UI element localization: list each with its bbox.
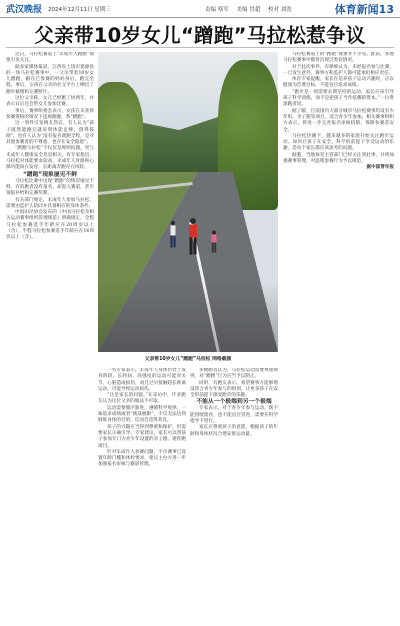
issue-date: 2024年12月11日 星期三 — [48, 7, 111, 13]
subheading: “蹭跑”现象屡见不鲜 — [23, 171, 77, 178]
masthead — [0, 0, 400, 18]
paragraph: 一名专家表示，未成年人身体仍处于发育阶段，长时间、高强度的运动可能对关节、心脏造成损伤，而且过早接触超长距离运动，可能导致运动损伤。 — [98, 368, 186, 392]
article-byline: 据中国青年报 — [366, 165, 394, 171]
editor-credit: 责编 蔡军 — [205, 7, 229, 13]
runner-figure — [186, 217, 200, 257]
article-headline: 父亲带10岁女儿“蹭跑”马拉松惹争议 — [34, 24, 366, 47]
paragraph: “这是家长的问题。”在采访中，许多跑友认为这位父亲的做法不可取。 — [98, 393, 186, 405]
paragraph: 事后，赛事组委会表示，女孩在未获得参赛资格的情况下违规跑赛，系“蹭跑”。 — [6, 108, 94, 120]
column-4 — [283, 52, 394, 600]
photo-caption: 父亲带10岁女儿“蹭跑”马拉松 网络截图 — [144, 357, 232, 362]
headline-divider — [6, 47, 394, 48]
paragraph: “蹭跑马拉松”不仅仅是规则问题，更与未成年人健康安全息息相关。有专家指出，马拉松对体能要求较高，未成年人骨骼和心肺功能尚在发育，长距离奔跑存在风险。 — [6, 146, 94, 171]
newspaper-logo: 武汉晚报 — [6, 5, 43, 15]
designer-credit: 美编 冒超 — [236, 7, 261, 13]
runner-figure — [168, 220, 178, 250]
paragraph: 专家表示，对于青少年参与运动，既不能因噎废食，也不能盲目冒进，需要在科学指导下进行。 — [190, 406, 278, 425]
paragraph: 据悉，当地体育主管部门已经关注到此事，并将加强赛事管理，对违规参赛行为予以规范。 — [283, 152, 394, 165]
column-2-lower — [98, 368, 186, 598]
paragraph: 马拉松热潮下，越来越多的家庭开始关注跑步运动。如何让孩子在安全、科学的前提下享受运动的乐趣，是每个家长都应该思考的问题。 — [283, 133, 394, 152]
paragraph: 运动需要循序渐进，遵循科学规律，一味追求成绩或者“挑战极限”，不仅无法达到锻炼身体的目的，反而会适得其反。 — [98, 405, 186, 424]
paragraph: 据多家媒体报道，江西省上饶市婺源县的一场马拉松赛事中，一父亲带着10岁女儿蹭跑，跟在已参赛的妈妈身后，跑完全程。事后，女孩在父亲的社交平台上晒出了跑步截图和完赛照片。 — [6, 64, 94, 95]
photo-shadow — [98, 282, 278, 352]
paragraph: 同时，有跑友表示，希望赛事方能够增设适合青少年参与的组别，让更多孩子在安全的前提下感受跑步的乐趣。 — [190, 380, 278, 399]
paragraph: 近日，马拉松赛道上“未成年人蹭跑”现象引发关注。 — [6, 52, 94, 64]
paragraph: 家长应尊重孩子的意愿，根据孩子的年龄和身体状况合理安排运动量。 — [190, 425, 278, 437]
editor-credits — [205, 5, 298, 13]
paragraph: 孩子的兴趣应当得到尊重和保护，但需要家长正确引导。专家建议，家长可以带孩子参加专门为青少年设置的亲子跑、迷你跑项目。 — [98, 424, 186, 449]
paragraph: 马拉松比赛中出现“蹭跑”的情况屡见不鲜。有的跑者没有报名，却混入赛道，甚至领取补给和完赛奖牌。 — [6, 178, 94, 197]
paragraph: 对于此次事件，有律师认为，未经报名参与比赛，一旦发生意外，赛事方和监护人都可能承担相应责任。 — [283, 64, 394, 76]
marathon-photo — [98, 52, 278, 352]
paragraph: 这一事件引发网友热议。有人认为“孩子既然能跑完就说明体能足够，值得鼓励”，也有人认为“没有报名就跑全程，是对其他参赛者的不尊重，也存在安全隐患”。 — [6, 121, 94, 146]
paragraph: 中国田径协会发布的《中国马拉松及相关运动赛事组织管理规范》明确规定，全程马拉松参赛选手年龄应在20周岁以上（含），半程马拉松参赛选手年龄应在16周岁以上（含）。 — [6, 210, 94, 241]
paragraph: 据了解，目前国内大部分城市马拉松赛事均设有少年组、亲子跑等项目，适合青少年参加。相关赛事组织方表示，将进一步完善报名审核机制，保障参赛者安全。 — [283, 108, 394, 133]
paragraph: 多数跑者认为，马拉松运动需要尊重规则，对“蹭跑”行为应当予以制止。 — [190, 368, 278, 380]
paragraph: 针对未成年人参赛问题，不少赛事已设置年龄门槛和体检要求，建议主办方进一步加强报名审核与赛道管理。 — [98, 449, 186, 468]
paragraph: 马拉松赛道上的“蹭跑”现象并不少见。此前，多地马拉松赛事中都曾出现过类似情况。 — [283, 52, 394, 64]
section-title: 体育新闻13 — [334, 3, 394, 16]
paragraph: “跑步是一项需要长期坚持的运动，家长应该引导孩子科学训练，而不是把孩子当作炫耀的资本。”一位资深跑者说。 — [283, 89, 394, 108]
paragraph: 这位父亲称，女儿已经跑了快两年，并表示日后还会带女儿参加比赛。 — [6, 96, 94, 108]
child-runner-figure — [210, 230, 218, 254]
proofreader-credit: 校对 刘洗 — [268, 7, 292, 13]
column-1 — [6, 52, 94, 600]
column-3 — [190, 368, 278, 598]
paragraph: 体育专家提醒，家长在培养孩子运动兴趣时，应以健康为首要目标，不能盲目追求成绩。 — [283, 77, 394, 89]
subheading: 不能从一个极端到另一个极端 — [196, 399, 272, 406]
paragraph: 有关部门规定，未成年人参加马拉松，需要由监护人陪同并具备相应的身体条件。 — [6, 197, 94, 209]
